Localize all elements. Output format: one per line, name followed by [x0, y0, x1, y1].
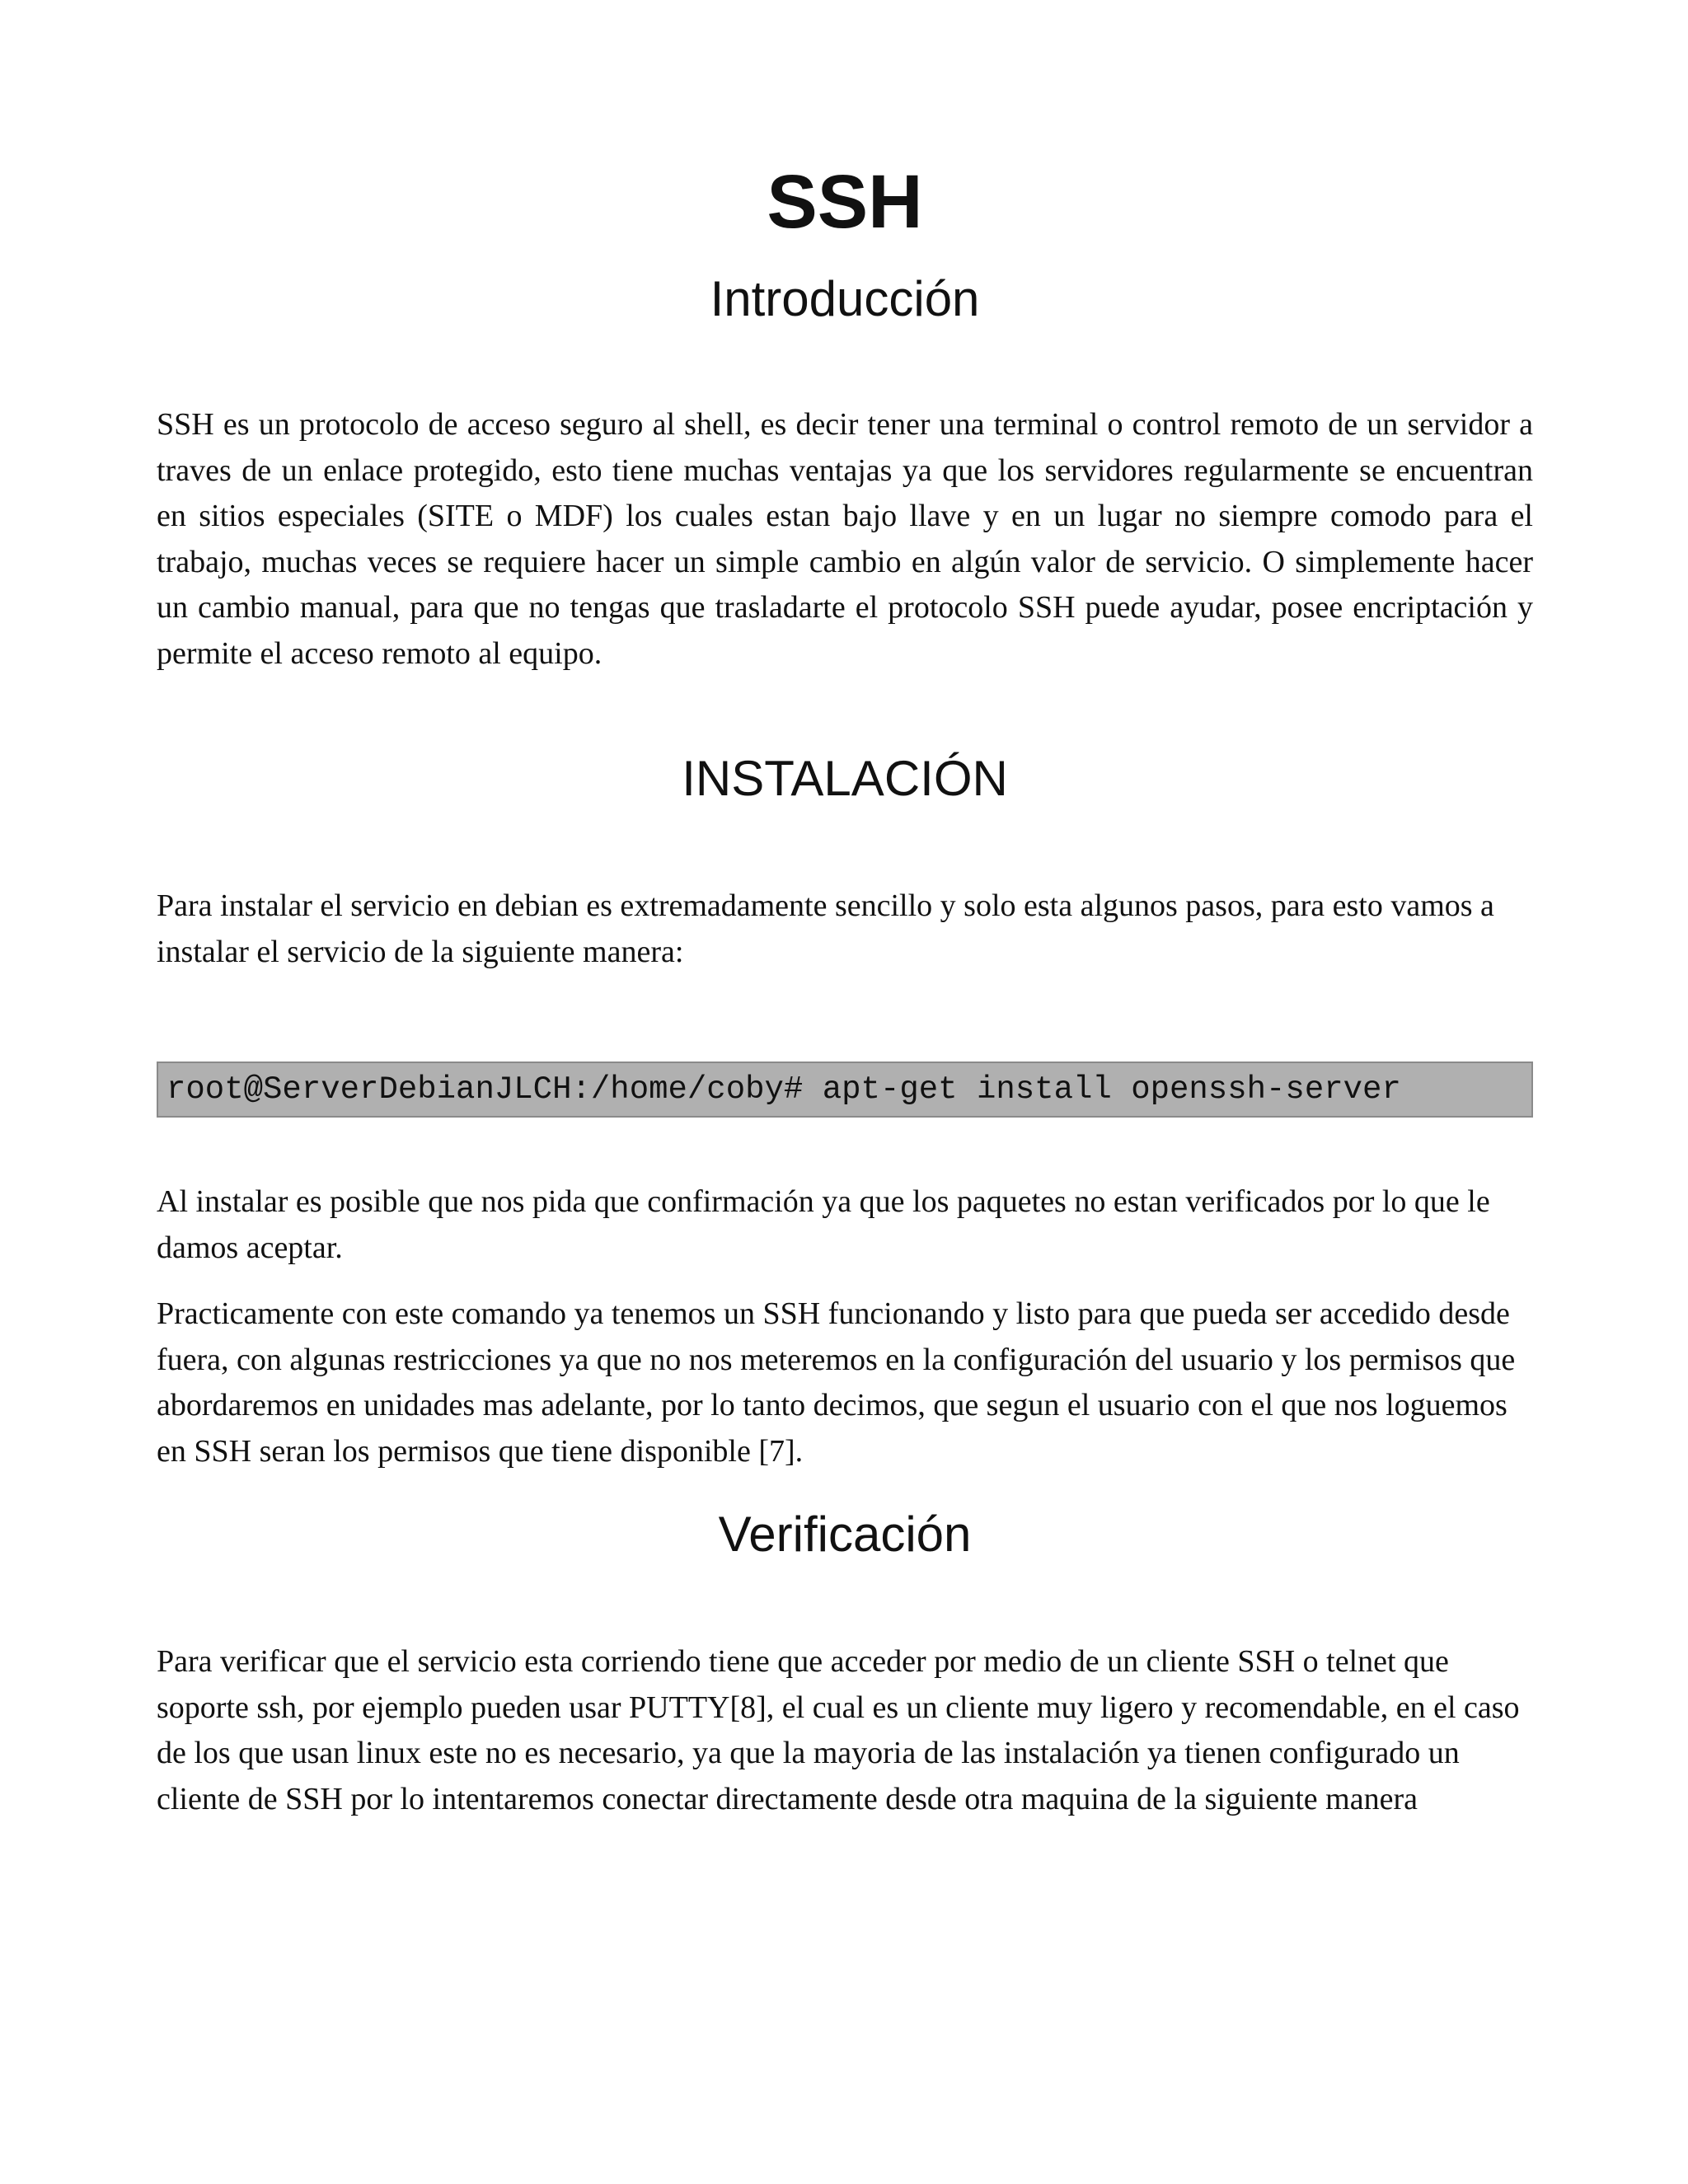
- verify-paragraph: Para verificar que el servicio esta corriendo tiene que acceder por medio de un cliente SSH o telnet que soporte ssh, por ejemplo pueden usar PUTTY[8], el cual es un cliente muy ligero y recomendable, en el caso de los que usan linux este no es necesario, ya que la mayoria de las instalación ya tienen configurado un cliente de SSH por lo intentaremos conectar directamente desde otra maquina de la siguiente manera: [157, 1644, 1520, 1816]
- confirmation-paragraph: Al instalar es posible que nos pida que confirmación ya que los paquetes no estan verificados por lo que le damos aceptar.: [157, 1184, 1490, 1265]
- heading-verificacion: Verificación: [718, 1507, 972, 1562]
- document-title: SSH: [767, 160, 923, 244]
- heading-introduccion: Introducción: [710, 271, 980, 326]
- command-block: root@ServerDebianJLCH:/home/coby# apt-get install openssh-server: [157, 1062, 1533, 1118]
- install-paragraph: Para instalar el servicio en debian es extremadamente sencillo y solo esta algunos pasos, para esto vamos a instalar el servicio de la siguiente manera:: [157, 888, 1494, 969]
- permissions-paragraph: Practicamente con este comando ya tenemos un SSH funcionando y listo para que pueda ser accedido desde fuera, con algunas restricciones ya que no nos meteremos en la configuración del usuario y los permisos que abordaremos en unidades mas adelante, por lo tanto decimos, que segun el usuario con el que nos loguemos en SSH seran los permisos que tiene disponible [7].: [157, 1296, 1516, 1469]
- intro-paragraph: SSH es un protocolo de acceso seguro al shell, es decir tener una terminal o control remoto de un servidor a traves de un enlace protegido, esto tiene muchas ventajas ya que los servidores regularmente se encuentran en sitios especiales (SITE o MDF) los cuales estan bajo llave y en un lugar no siempre comodo para el trabajo, muchas veces se requiere hacer un simple cambio en algún valor de servicio. O simplemente hacer un cambio manual, para que no tengas que trasladarte el protocolo SSH puede ayudar, posee encriptación y permite el acceso remoto al equipo.: [157, 407, 1533, 671]
- heading-instalacion: INSTALACIÓN: [682, 751, 1008, 806]
